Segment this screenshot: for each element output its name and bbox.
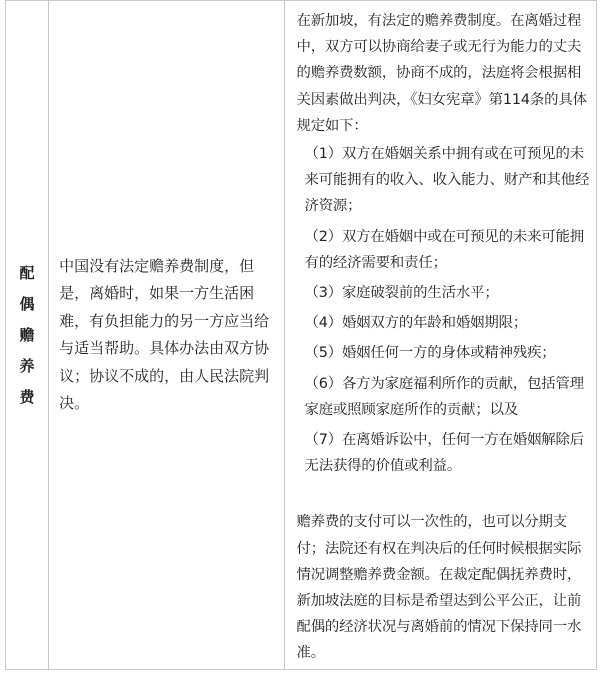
singapore-factor-item: （4）婚姻双方的年龄和婚姻期限； (304, 315, 528, 332)
paragraph-spacer (296, 479, 590, 509)
singapore-factor-item: （2）双方在婚姻中或在可预见的未来可能拥有的经济需要和责任； (304, 228, 585, 271)
row-header-spousal-support (6, 1, 49, 670)
row-header-char: 赡 (19, 325, 35, 344)
row-header-char: 配 (19, 263, 35, 282)
singapore-closing-text: 赡养费的支付可以一次性的，也可以分期支付；法院还有权在判决后的任何时候根据实际情况调整赡养费金额。在裁定配偶抚养费时，新加坡法庭的目标是希望达到公平公正，让前配偶的经济状况与离婚前的情况下保持同一水准。 (296, 514, 582, 662)
table-row-spousal-support (6, 1, 597, 670)
singapore-factor-item: （6）各方为家庭福利所作的贡献，包括管理家庭或照顾家庭所作的贡献；以及 (304, 375, 585, 418)
singapore-law-cell (285, 1, 597, 670)
row-header-char: 偶 (19, 294, 35, 313)
singapore-factor-item: （7）在离婚诉讼中，任何一方在婚姻解除后无法获得的价值或利益。 (304, 432, 585, 475)
singapore-factor-item: （5）婚姻任何一方的身体或精神残疾； (304, 345, 556, 362)
singapore-intro-text: 在新加坡，有法定的赡养费制度。在离婚过程中，双方可以协商给妻子或无行为能力的丈夫的赡养费数额，协商不成的，法庭将会根据相关因素做出判决，《妇女宪章》第114条的具体规定如下： (296, 13, 587, 134)
comparison-table (5, 0, 597, 670)
singapore-factor-item: （1）双方在婚姻关系中拥有或在可预见的未来可能拥有的收入、收入能力、财产和其他经济资源； (304, 146, 590, 215)
row-header-char: 费 (19, 387, 35, 406)
row-header-char: 养 (19, 356, 35, 375)
china-law-text: 中国没有法定赡养费制度，但是，离婚时，如果一方生活困难，有负担能力的另一方应当给与适当帮助。具体办法由双方协议；协议不成的，由人民法院判决。 (59, 256, 270, 412)
china-law-cell (49, 1, 285, 670)
singapore-factor-item: （3）家庭破裂前的生活水平； (304, 285, 499, 302)
